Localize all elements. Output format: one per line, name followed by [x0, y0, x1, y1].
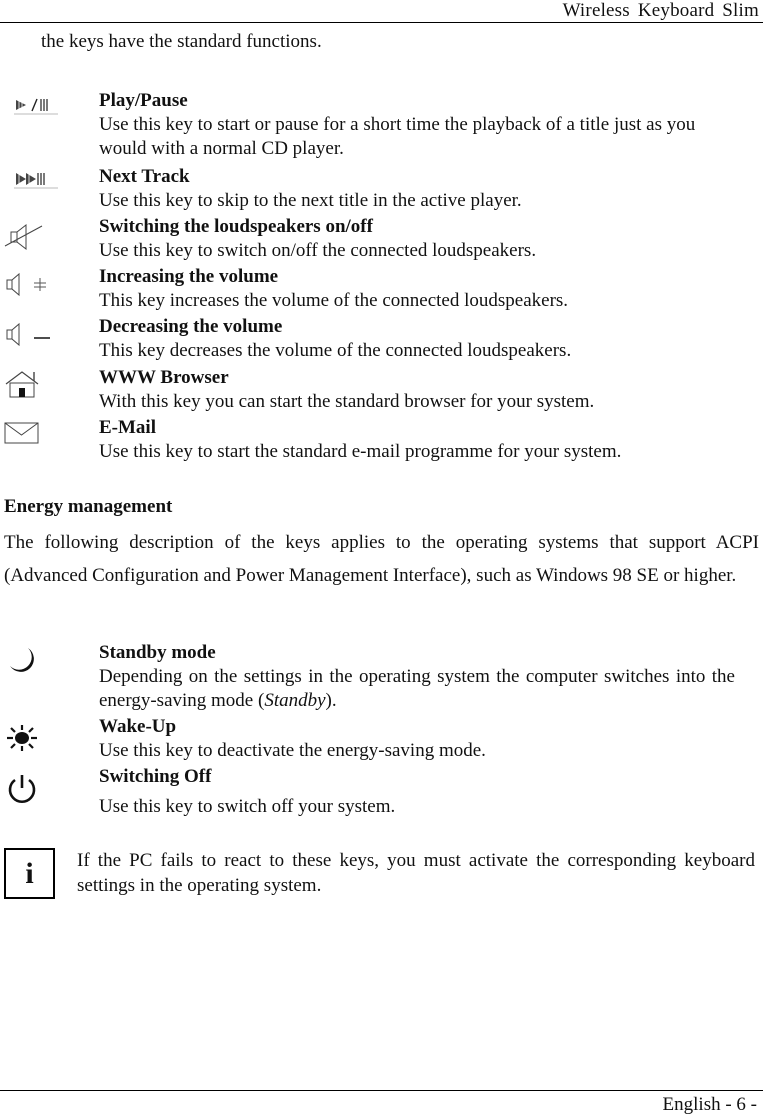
key-switching-off [99, 765, 739, 819]
moon-icon [6, 644, 40, 678]
key-description: This key increases the volume of the connected loudspeakers. [99, 290, 569, 311]
key-email [99, 416, 739, 464]
key-description: Use this key to switch on/off the connected loudspeakers. [99, 240, 537, 261]
key-mute [99, 215, 739, 263]
volume-up-icon [4, 272, 48, 298]
mail-icon [4, 420, 40, 446]
key-volume-up [99, 265, 739, 313]
page-number: English - 6 - [662, 1094, 757, 1115]
running-header-title: Wireless Keyboard Slim [562, 0, 759, 21]
key-description: Use this key to start or pause for a short time the playback of a title just as you would with a normal CD player. [99, 114, 696, 159]
key-play-pause [99, 89, 739, 161]
key-title: Standby mode [99, 642, 216, 663]
key-title: Play/Pause [99, 90, 188, 111]
info-icon: i [4, 848, 55, 899]
home-icon [4, 369, 44, 399]
key-title: Next Track [99, 166, 190, 187]
key-title: Switching the loudspeakers on/off [99, 216, 373, 237]
volume-down-icon [4, 322, 52, 348]
key-description: Use this key to start the standard e-mail programme for your system. [99, 441, 622, 462]
key-wake-up [99, 715, 739, 763]
key-description: Depending on the settings in the operating system the computer switches into the energy-saving mode (Standby). [99, 666, 735, 711]
key-description: Use this key to switch off your system. [99, 796, 396, 817]
mute-icon [4, 222, 44, 252]
header-rule [0, 22, 763, 23]
key-description: Use this key to skip to the next title in the active player. [99, 190, 522, 211]
key-title: Increasing the volume [99, 266, 279, 287]
key-standby [99, 641, 739, 713]
key-description: Use this key to deactivate the energy-saving mode. [99, 740, 486, 761]
key-description: With this key you can start the standard browser for your system. [99, 391, 595, 412]
play-pause-icon [14, 94, 58, 116]
intro-text: the keys have the standard functions. [41, 31, 322, 52]
key-next-track [99, 165, 739, 213]
key-title: E-Mail [99, 417, 156, 438]
key-www-browser [99, 366, 739, 414]
key-title: Switching Off [99, 766, 212, 787]
power-icon [5, 772, 39, 806]
key-title: Decreasing the volume [99, 316, 283, 337]
footer-rule [0, 1090, 763, 1091]
key-volume-down [99, 315, 739, 363]
key-title: WWW Browser [99, 367, 229, 388]
next-track-icon [14, 169, 58, 191]
info-note: If the PC fails to react to these keys, you must activate the corresponding keyboard settings in the operating system. [77, 850, 755, 896]
key-title: Wake-Up [99, 716, 177, 737]
sun-icon [4, 723, 40, 753]
energy-paragraph: The following description of the keys applies to the operating systems that support ACPI (Advanced Configuration and Power Management Interface), such as Windows 98 SE or higher. [4, 532, 759, 586]
key-description: This key decreases the volume of the connected loudspeakers. [99, 340, 572, 361]
section-title-energy: Energy management [4, 496, 173, 517]
